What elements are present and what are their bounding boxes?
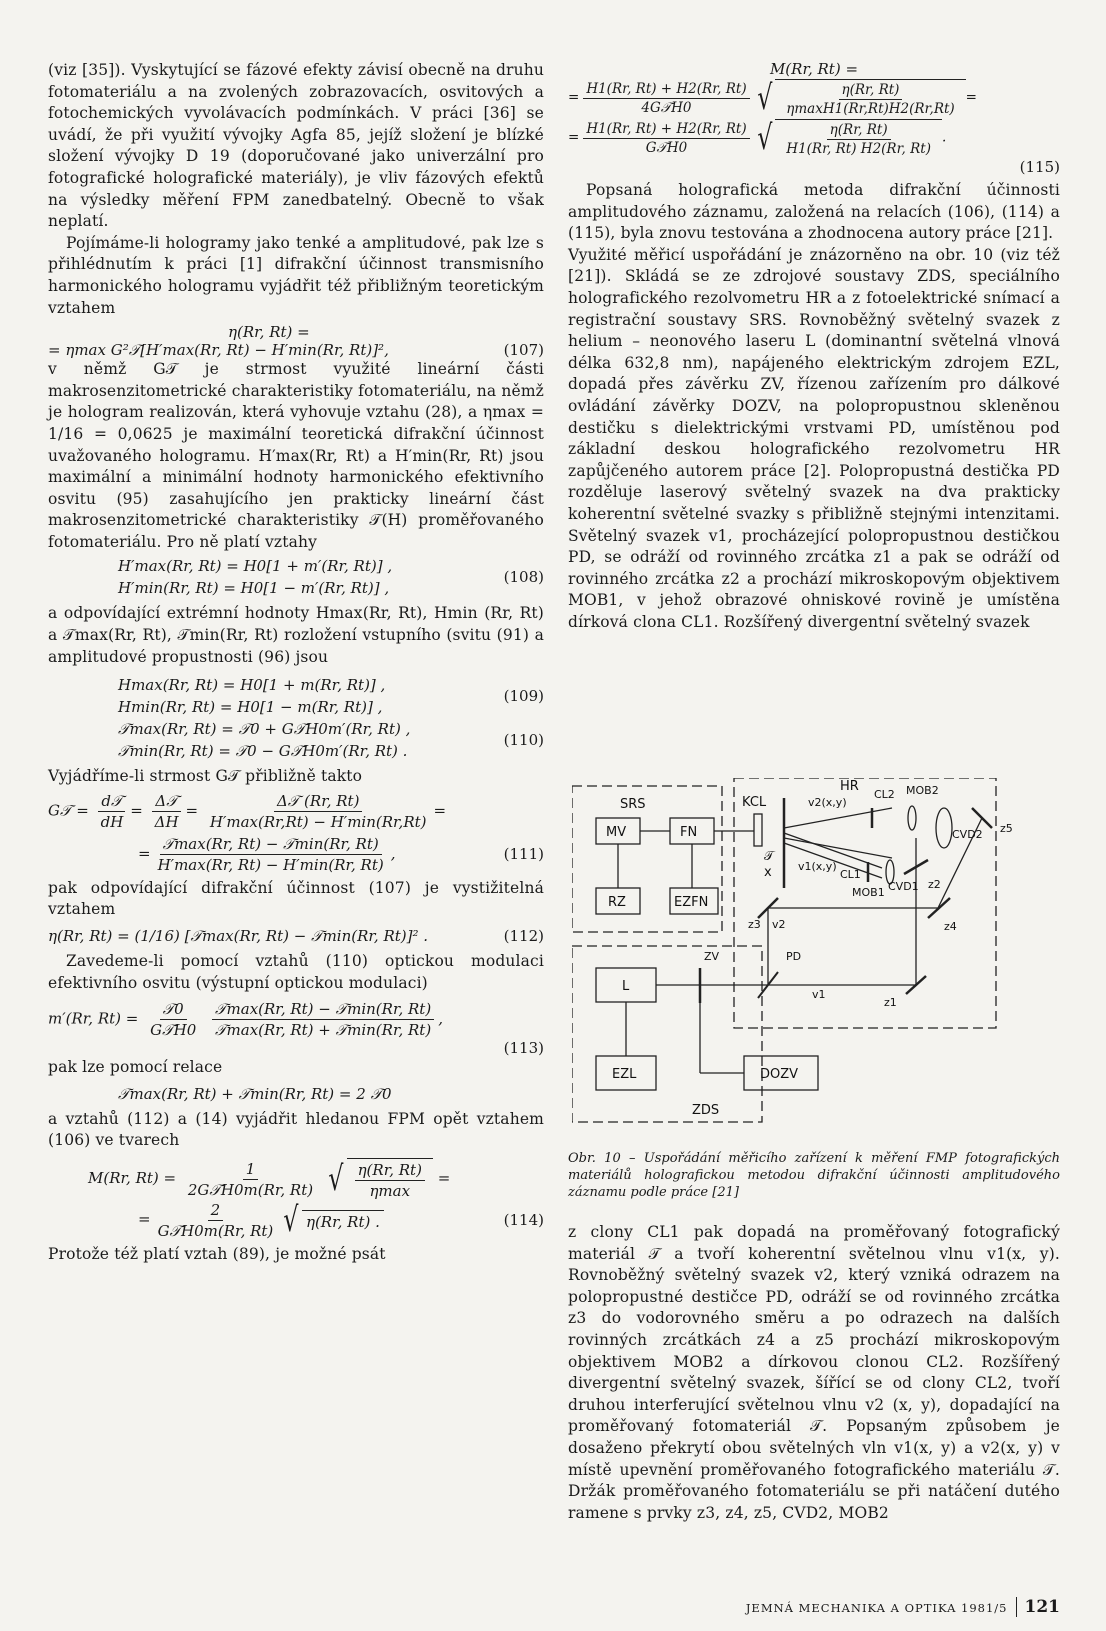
- journal-name: JEMNÁ MECHANIKA A OPTIKA 1981/5: [745, 1601, 1008, 1615]
- square-root: √ $\frac{\eta(Rr, Rt)}{\eta\max}$: [325, 1158, 433, 1200]
- numerator: H1(Rr, Rt) + H2(Rr, Rt): [583, 81, 749, 99]
- equation-112: [48, 927, 544, 945]
- equation-number: (114): [503, 1211, 544, 1229]
- numerator: Δ𝒯: [152, 792, 180, 812]
- equation-108: [48, 557, 544, 597]
- paragraph: a odpovídající extrémní hodnoty Hmax(Rr, Rt), Hmin (Rr, Rt) a 𝒯max(Rr, Rt), 𝒯min(Rr, Rt) rozložení vstupního (svitu (91) a amplitudové propustnosti (96) jsou: [48, 604, 544, 666]
- numerator: H1(Rr, Rt) + H2(Rr, Rt): [583, 121, 749, 139]
- fraction: [355, 1161, 425, 1200]
- wave-v2-lower: [784, 838, 892, 858]
- fraction: [155, 1201, 277, 1240]
- denominator: ηmaxH1(Rr,Rt)H2(Rr,Rt): [786, 101, 955, 117]
- label-f: 𝒯: [764, 849, 774, 864]
- equation-line: η(Rr, Rt) = (1/16) [𝒯max(Rr, Rt) − 𝒯min(Rr, Rt)]² .: [48, 927, 429, 946]
- right-column: [568, 60, 1060, 633]
- label-z2: z2: [928, 878, 941, 891]
- equation-number: (113): [503, 1039, 544, 1058]
- paragraph: v němž G𝒯 je strmost využité lineární části makrosenzitometrické charakteristiky fotomateriálu, na němž je hologram realizován, která vyhovuje vztahu (28), a ηmax = 1/16 = 0,0625 je maximální teoretická difrakční účinnost uvažovaného hologramu. H′max(Rr, Rt) a H′min(Rr, Rt) jsou maximální a minimální hodnoty harmonického efektivního osvitu (95) zasahujícího jen prakticky lineární část makrosenzitometrické charakteristiky 𝒯(H) proměřovaného fotomateriálu. Pro ně platí vztahy: [48, 360, 544, 551]
- paragraph: Popsaná holografická metoda difrakční účinnosti amplitudového záznamu, založená na relacích (106), (114) a (115), byla znovu testována a zhodnocena autory práce [21].: [568, 181, 1060, 243]
- equation-number: (110): [503, 731, 544, 750]
- fraction: [783, 82, 957, 117]
- label-z4: z4: [944, 920, 957, 933]
- label-cvd1: CVD1: [888, 880, 919, 893]
- equation-line: = ηmax G²𝒯[H′max(Rr, Rt) − H′min(Rr, Rt)]²,: [48, 341, 389, 360]
- equation-line: 𝒯min(Rr, Rt) = 𝒯0 − G𝒯H0m′(Rr, Rt) .: [118, 742, 408, 761]
- equation-line: M(Rr, Rt) =: [769, 60, 859, 78]
- numerator: 2: [208, 1201, 224, 1221]
- label-z5: z5: [1000, 822, 1013, 835]
- denominator: dH: [100, 812, 124, 831]
- fraction: [783, 122, 934, 157]
- label-cl1: CL1: [840, 868, 861, 881]
- equation-number: (107): [503, 341, 544, 360]
- figure-caption: Obr. 10 – Uspořádání měřicího zařízení k měření FMP fotografických materiálů holografickou metodou difrakční účinnosti amplitudového záznamu podle práce [21]: [568, 1151, 1060, 1200]
- wave-v2-upper: [784, 808, 892, 828]
- denominator: 𝒯max(Rr, Rt) + 𝒯min(Rr, Rt): [215, 1021, 432, 1040]
- equation-number: (109): [503, 687, 544, 706]
- srs-frame: [572, 786, 722, 932]
- numerator: 𝒯0: [160, 1000, 187, 1020]
- equation-line: η(Rr, Rt) =: [228, 323, 310, 342]
- denominator: H′max(Rr, Rt) − H′min(Rr, Rt): [157, 855, 384, 874]
- equation-line: Hmin(Rr, Rt) = H0[1 − m(Rr, Rt)] ,: [118, 698, 383, 717]
- page-footer: [740, 1597, 1060, 1617]
- equation-number: (112): [503, 927, 544, 946]
- paragraph: Využité měřicí uspořádání je znázorněno na obr. 10 (viz též [21]). Skládá se ze zdrojové soustavy ZDS, speciálního holografického rezolvometru HR a z fotoelektrické snímací a registrační soustavy SRS. Rovnoběžný světelný svazek z helium – neonového laseru L (dominantní světelná vlnová délka 632,8 nm), napájeného elektrickým zdrojem EZL, dopadá přes závěrku ZV, řízenou zařízením pro dálkové ovládání závěrky DOZV, na polopropustnou skleněnou destičku s dielektrickými vrstvami PD, umístěnou pod základní deskou holografického rezolvometru HR zapůjčeného autorem práce [2]. Polopropustná destička PD rozděluje laserový světelný svazek na dva prakticky koherentní světelné svazky s přibližně stejnými intenzitami. Světelný svazek v1, procházející polopropustnou destičkou PD, se odráží od rovinného zrcátka z1 a pak se odráží od rovinného zrcátka z2 a prochází mikroskopovým objektivem MOB1, v jehož obrazové ohniskové rovině je umístěna dírková clona CL1. Rozšířený divergentní světelný svazek: [568, 245, 1060, 631]
- denominator: H′max(Rr,Rt) − H′min(Rr,Rt): [209, 812, 427, 831]
- paragraph: z clony CL1 pak dopadá na proměřovaný fotografický materiál 𝒯 a tvoří koherentní světelnou vlnu v1(x, y). Rovnoběžný světelný svazek v2, který vzniká odrazem na polopropustné destičce PD, odráží se od rovinného zrcátka z3 do vodorovného směru a po odrazech na dalších rovinných zrcátkách z4 a z5 prochází mikroskopovým objektivem MOB2 a dírkovou clonou CL2. Rozšířený divergentní světelný svazek, šířící se od clony CL2, tvoří druhou interferující světelnou vlnu v2 (x, y), dopadající na proměřovaný fotomateriál 𝒯. Popsaným způsobem je dosaženo překrytí obou světelných vln v1(x, y) a v2(x, y) v místě upevnění proměřovaného fotografického materiálu 𝒯. Držák proměřovaného fotomateriálu se při natáčení dutého ramene s prvky z3, z4, z5, CVD2, MOB2: [568, 1223, 1060, 1522]
- equation-111: G𝒯 = $\frac{\text{d𝒯}}{dH}$ = $\frac{\text{Δ𝒯}}{\Delta H}$ = $\frac{\text{Δ𝒯 (Rr, Rt)}}{H'\max(Rr,Rt) - H'\min(Rr,Rt)}$ = = $\frac{\text{𝒯max(Rr, Rt) − 𝒯min(Rr, Rt)}}{H'\max(Rr, Rt) - H'\min(Rr, Rt)}$ , (111): [48, 791, 544, 874]
- paragraph: (viz [35]). Vyskytující se fázové efekty závisí obecně na druhu fotomateriálu a na zvolených zobrazovacích, osvitových a fotochemických vyvolávacích podmínkách. V práci [36] se uvádí, že při využití vývojky Agfa 85, jejíž složení je blízké složení vývojky D 19 (doporučované jako univerzální pro fotografické holografické materiály), je vliv fázových efektů na výsledky měření FPM zanedbatelný. Obecně to však neplatí.: [48, 61, 544, 231]
- label-cl2: CL2: [874, 788, 895, 801]
- equation-relation: [118, 1085, 544, 1103]
- paragraph: Zavedeme-li pomocí vztahů (110) optickou modulaci efektivního osvitu (výstupní optickou modulaci): [48, 952, 544, 992]
- label-dozv: DOZV: [760, 1067, 799, 1082]
- equation-line: 𝒯max(Rr, Rt) + 𝒯min(Rr, Rt) = 2 𝒯0: [118, 1084, 392, 1103]
- denominator: 2G𝒯H0m(Rr, Rt): [187, 1180, 314, 1199]
- figure-10-diagram: [572, 778, 1060, 1130]
- equation-line: H′max(Rr, Rt) = H0[1 + m′(Rr, Rt)] ,: [118, 557, 393, 576]
- fraction: [583, 81, 749, 116]
- denominator: G𝒯H0m(Rr, Rt): [157, 1221, 274, 1240]
- label-pd: PD: [786, 950, 802, 963]
- fraction: [98, 792, 127, 831]
- label-zds: ZDS: [692, 1103, 720, 1118]
- denominator: G𝒯H0: [150, 1021, 197, 1040]
- kcl-detector: [754, 814, 762, 846]
- label-x: x: [764, 865, 772, 880]
- equation-line: Hmax(Rr, Rt) = H0[1 + m(Rr, Rt)] ,: [118, 676, 386, 695]
- denominator: G𝒯H0: [645, 139, 688, 156]
- fraction: [155, 835, 387, 874]
- denominator: 4G𝒯H0: [641, 99, 692, 116]
- label-rz: RZ: [608, 895, 626, 910]
- equation-line: 𝒯max(Rr, Rt) = 𝒯0 + G𝒯H0m′(Rr, Rt) ,: [118, 720, 411, 739]
- label-v1: v1: [812, 988, 826, 1001]
- label-mob1: MOB1: [852, 886, 885, 899]
- left-column: [48, 60, 544, 1266]
- mob2-lens: [908, 806, 916, 830]
- label-hr: HR: [840, 779, 859, 794]
- numerator: 𝒯max(Rr, Rt) − 𝒯min(Rr, Rt): [212, 1000, 434, 1020]
- denominator: ΔH: [154, 812, 179, 831]
- paragraph: Pojímáme-li hologramy jako tenké a amplitudové, pak lze s přihlédnutím k práci [1] difrakční účinnost transmisního harmonického hologramu vyjádřit též přibližným teoretickým vztahem: [48, 233, 544, 317]
- square-root: √ $\frac{\eta(Rr, Rt)}{H1(Rr, Rt) H2(Rr, Rt)}$: [754, 118, 942, 158]
- fraction: [207, 792, 430, 831]
- label-kcl: KCL: [742, 795, 767, 810]
- label-v2: v2: [772, 918, 786, 931]
- equation-115: M(Rr, Rt) = = $\frac{H1(Rr, Rt) + H2(Rr, Rt)}{\text{4G𝒯H0}}$ √ $\frac{\eta(Rr, Rt)}{\eta\max H1(Rr,Rt)H2(Rr,Rt)}$ = = $\frac{H1(Rr, Rt) + H2(Rr, Rt)}{\text{G𝒯H0}}$ √ $\frac{\eta(Rr, Rt)}{H1(Rr, Rt) H2(Rr, Rt)}$ . (115): [568, 60, 1060, 176]
- denominator: H1(Rr, Rt) H2(Rr, Rt): [786, 141, 931, 157]
- fraction: [185, 1160, 316, 1199]
- square-root: √ $\frac{\eta(Rr, Rt)}{\eta\max H1(Rr,Rt)H2(Rr,Rt)}$: [754, 78, 966, 118]
- label-mob2: MOB2: [906, 784, 939, 797]
- paragraph: Vyjádříme-li strmost G𝒯 přibližně takto: [48, 767, 363, 786]
- equation-113: m′(Rr, Rt) = $\frac{\text{𝒯0}}{\text{G𝒯H0}}$ $\frac{\text{𝒯max(Rr, Rt) − 𝒯min(Rr, Rt)}}{\text{𝒯max(Rr, Rt) + 𝒯min(Rr, Rt)}}$ , (113): [48, 1000, 544, 1058]
- fraction: [583, 121, 749, 156]
- equation-lhs: m′(Rr, Rt) =: [48, 1009, 139, 1028]
- label-z3: z3: [748, 918, 761, 931]
- fraction: [147, 1000, 199, 1039]
- equation-number: (108): [503, 568, 544, 587]
- cvd2: [936, 808, 952, 848]
- label-cvd2: CVD2: [952, 828, 983, 841]
- mirror-z5: [972, 808, 992, 828]
- equation-109: [48, 676, 544, 716]
- page-number: 121: [1016, 1597, 1061, 1617]
- label-srs: SRS: [620, 797, 646, 812]
- label-l: L: [622, 979, 630, 994]
- equation-110: [48, 720, 544, 760]
- label-mv: MV: [606, 825, 627, 840]
- numerator: 𝒯max(Rr, Rt) − 𝒯min(Rr, Rt): [160, 835, 382, 855]
- numerator: η(Rr, Rt): [827, 122, 891, 140]
- fraction: [152, 792, 182, 831]
- paragraph: pak lze pomocí relace: [48, 1058, 223, 1077]
- equation-lhs: G𝒯 =: [48, 801, 89, 820]
- denominator: ηmax: [369, 1182, 411, 1200]
- paragraph: a vztahů (112) a (14) vyjádřit hledanou FPM opět vztahem (106) ve tvarech: [48, 1109, 544, 1150]
- equation-number: (115): [1019, 158, 1060, 176]
- numerator: η(Rr, Rt): [355, 1161, 425, 1181]
- square-root: √ η(Rr, Rt) .: [280, 1200, 384, 1240]
- paragraph: pak odpovídající difrakční účinnost (107) je vystižitelná vztahem: [48, 878, 544, 919]
- fraction: [212, 1000, 434, 1039]
- numerator: Δ𝒯 (Rr, Rt): [274, 792, 362, 812]
- equation-lhs: M(Rr, Rt) =: [88, 1169, 177, 1187]
- equation-line: H′min(Rr, Rt) = H0[1 − m′(Rr, Rt)] ,: [118, 579, 390, 598]
- label-v2xy: v2(x,y): [808, 796, 847, 809]
- paragraph: Protože též platí vztah (89), je možné psát: [48, 1245, 386, 1263]
- label-ezfn: EZFN: [674, 895, 709, 910]
- equation-number: (111): [503, 845, 544, 864]
- label-ezl: EZL: [612, 1067, 637, 1082]
- numerator: d𝒯: [98, 792, 125, 812]
- numerator: 1: [243, 1160, 259, 1180]
- label-zv: ZV: [704, 950, 720, 963]
- label-fn: FN: [680, 825, 698, 840]
- equation-114: M(Rr, Rt) = $\frac{1}{\text{2G𝒯H0m(Rr, Rt)}}$ √ $\frac{\eta(Rr, Rt)}{\eta\max}$ = = $\frac{2}{\text{G𝒯H0m(Rr, Rt)}}$ √ η(Rr, Rt) . (114): [88, 1159, 544, 1240]
- label-z1: z1: [884, 996, 897, 1009]
- numerator: η(Rr, Rt): [839, 82, 903, 100]
- label-v1xy: v1(x,y): [798, 860, 837, 873]
- equation-107: [48, 323, 544, 359]
- radicand: η(Rr, Rt) .: [302, 1210, 384, 1231]
